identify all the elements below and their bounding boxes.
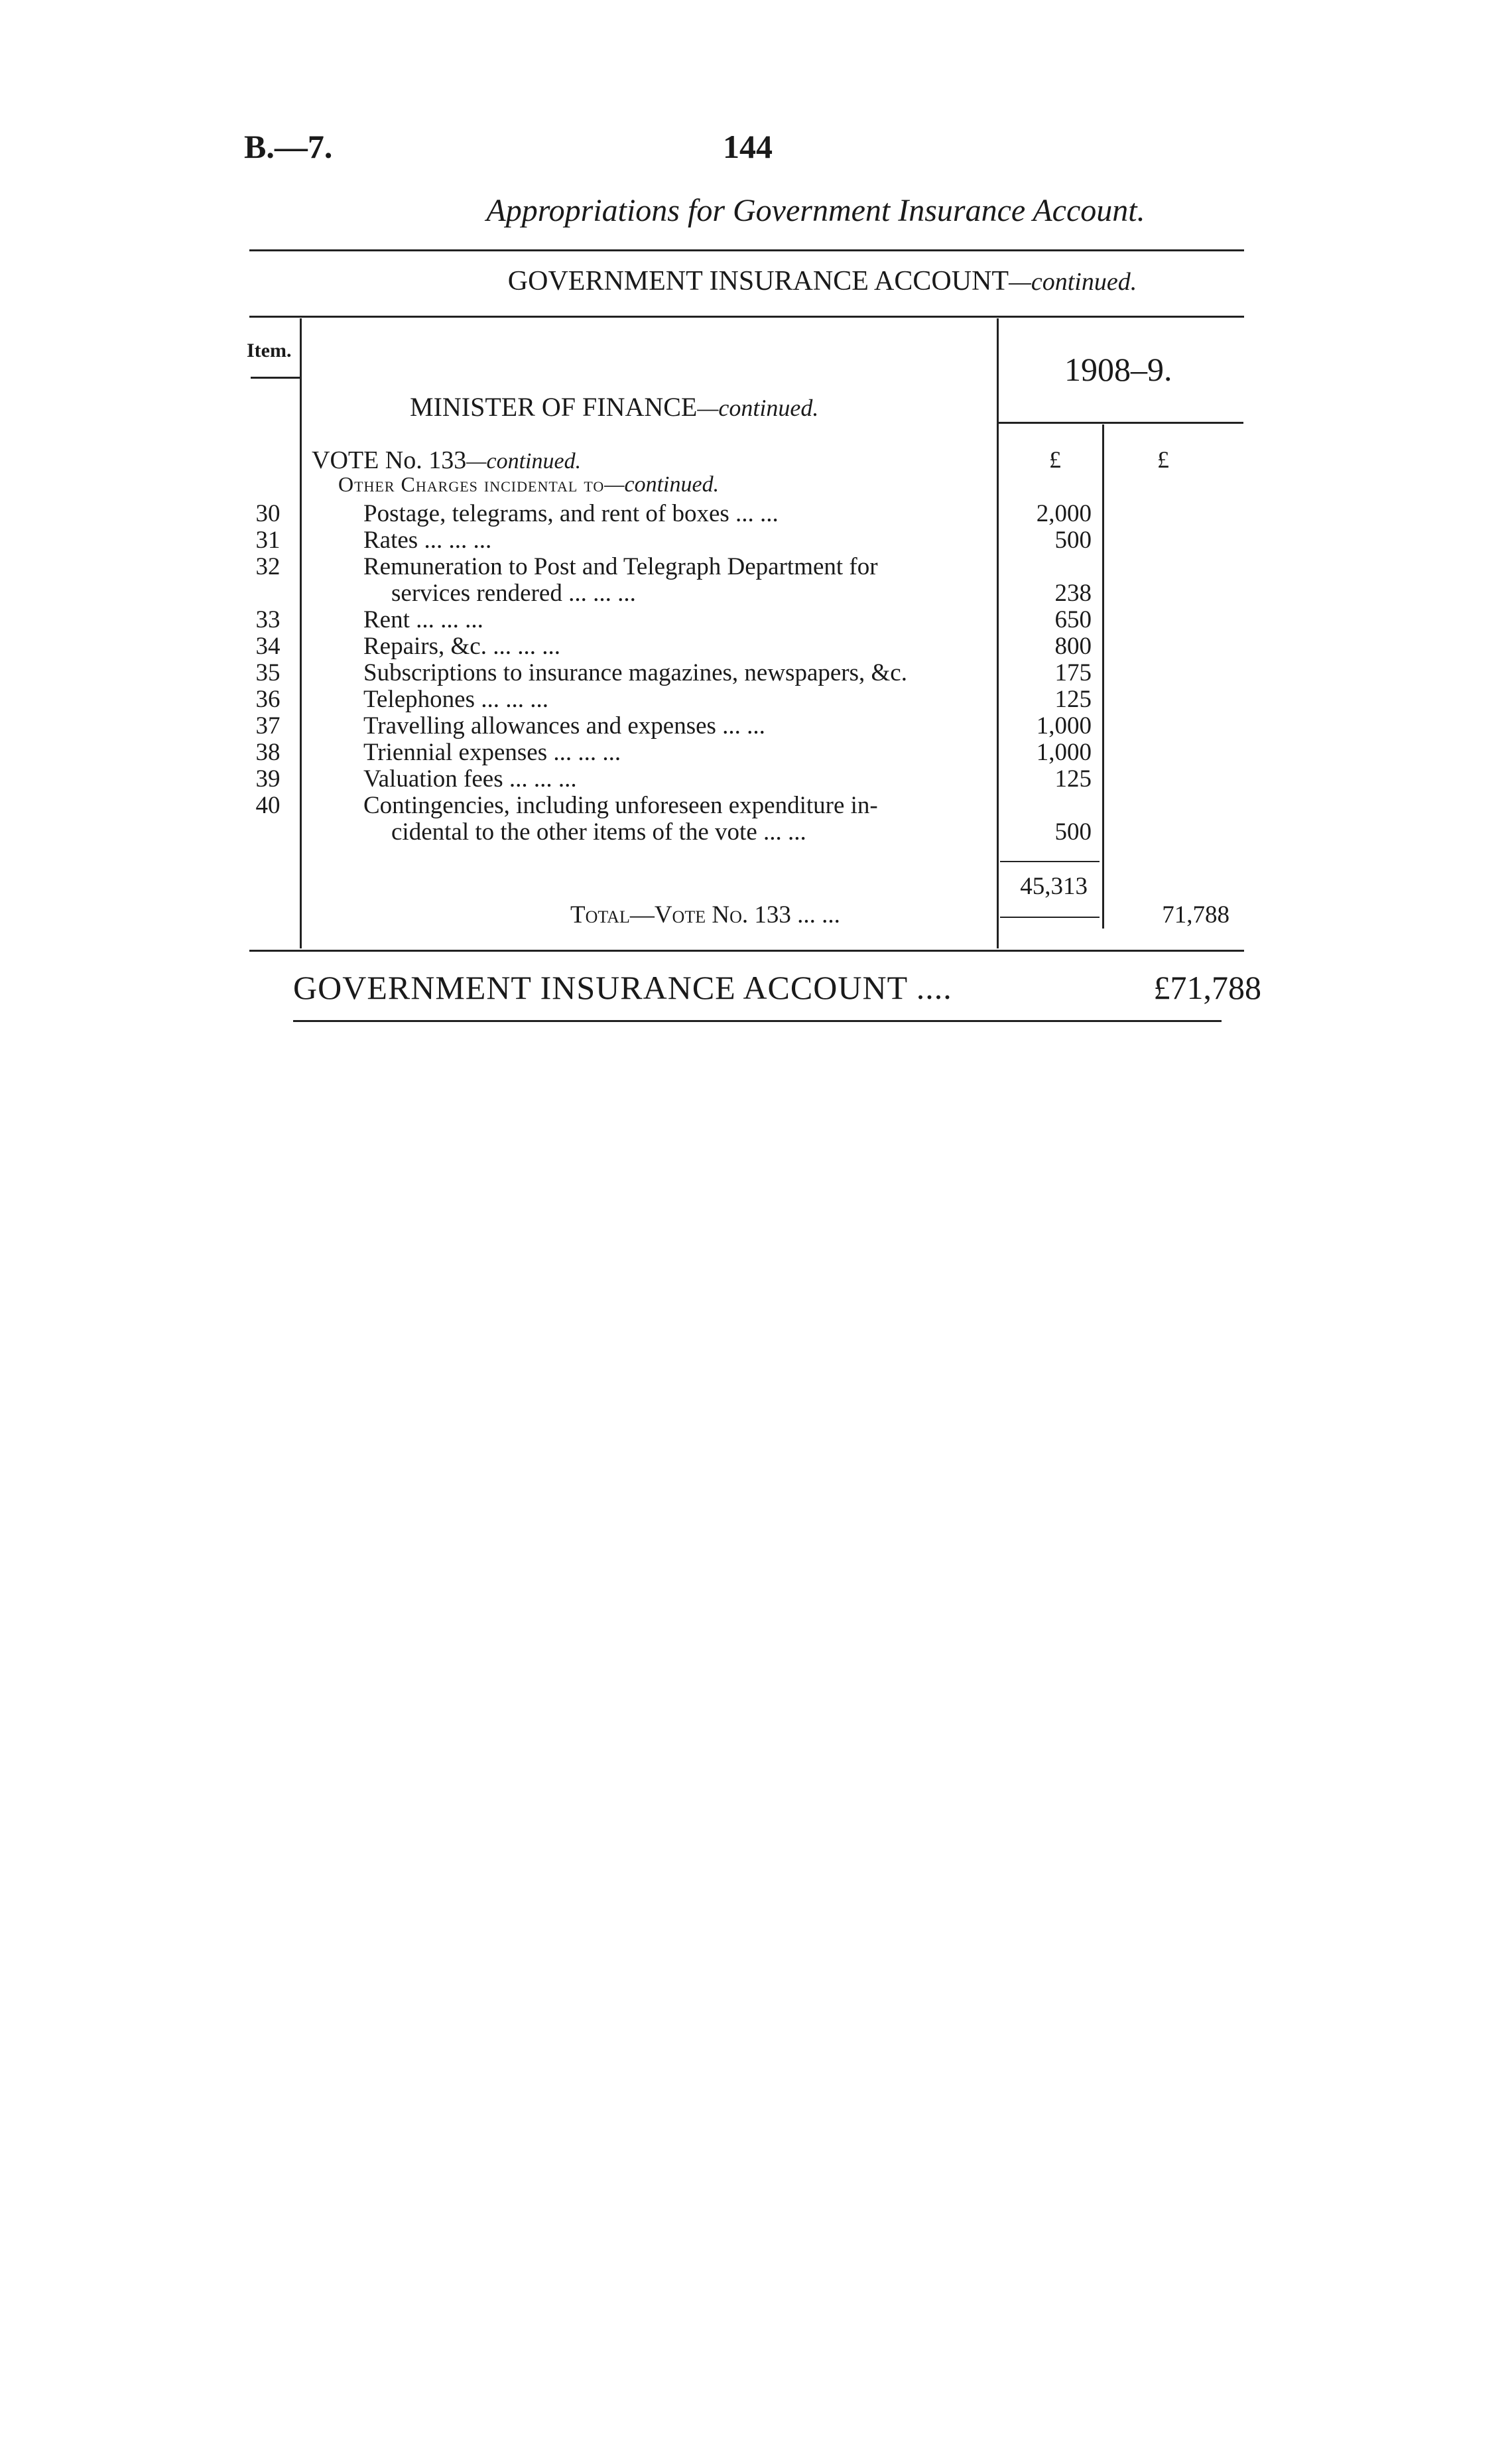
table-row [0,633,1512,660]
charges-name: Other Charges incidental to [338,472,605,496]
item-amount: 800 [1054,633,1092,660]
item-number: 37 [255,712,281,740]
ministry-name: MINISTER OF FINANCE [410,392,698,422]
item-description: Contingencies, including unforeseen expenditure in- [363,792,878,819]
item-amount: 650 [1054,606,1092,633]
item-amount: 1,000 [1036,739,1092,766]
table-row [0,580,1512,607]
item-description: Repairs, &c. ... ... ... [363,633,560,660]
currency-symbol-total: £ [1157,446,1169,473]
item-description: Rates ... ... ... [363,527,492,554]
item-description: Rent ... ... ... [363,606,483,633]
year-column-header: 1908–9. [1064,351,1172,388]
item-amount: 125 [1054,686,1092,713]
item-description: cidental to the other items of the vote ... ... [391,818,806,846]
item-description: Postage, telegrams, and rent of boxes ... ... [363,500,779,527]
charges-subheading [338,472,719,497]
rule-table-bottom [249,950,1244,952]
rule-table-top [249,316,1244,318]
vote-heading [312,446,581,475]
item-number: 32 [255,553,281,580]
table-row [0,501,1512,527]
vote-total-value: 71,788 [1162,901,1229,929]
item-amount: 238 [1054,580,1092,607]
item-amount: 1,000 [1036,712,1092,740]
item-description: Remuneration to Post and Telegraph Department for [363,553,878,580]
vote-total-label: Total—Vote No. 133 ... ... [570,901,840,929]
item-number: 31 [255,527,281,554]
ministry-heading [410,391,818,422]
account-total-label: GOVERNMENT INSURANCE ACCOUNT .... [293,969,952,1006]
item-description: Subscriptions to insurance magazines, newspapers, &c. [363,659,907,686]
charges-suffix: —continued. [604,472,720,497]
table-row [0,713,1512,740]
item-number: 35 [255,659,281,686]
table-row [0,554,1512,580]
table-row [0,686,1512,713]
table-row [0,793,1512,819]
item-amount: 500 [1054,818,1092,846]
rule-top [249,249,1244,251]
section-title-suffix: —continued. [1009,268,1137,296]
document-id: B.—7. [244,128,333,165]
table-row [0,607,1512,633]
table-row [0,660,1512,686]
rule-item-header [251,377,300,379]
item-description: Travelling allowances and expenses ... ... [363,712,765,740]
table-row [0,527,1512,554]
item-number: 34 [255,633,281,660]
item-amount: 175 [1054,659,1092,686]
item-description: Valuation fees ... ... ... [363,765,577,793]
item-number: 33 [255,606,281,633]
item-amount: 125 [1054,765,1092,793]
section-heading [0,265,1512,297]
currency-symbol-items: £ [1049,446,1061,473]
item-number: 38 [255,739,281,766]
item-number: 36 [255,686,281,713]
vote-name: VOTE No. 133 [312,446,467,474]
item-amount: 500 [1054,527,1092,554]
rule-subtotal-under [1000,917,1100,918]
rule-subtotal [1000,861,1100,862]
ministry-suffix: —continued. [697,395,819,421]
item-amount: 2,000 [1036,500,1092,527]
item-description: services rendered ... ... ... [391,580,636,607]
table-row [0,819,1512,846]
rule-footer [293,1020,1222,1022]
subtotal-value: 45,313 [1020,873,1088,900]
page-number: 144 [723,128,773,165]
table-row [0,766,1512,793]
section-title: GOVERNMENT INSURANCE ACCOUNT [507,266,1009,296]
rule-year-header [998,422,1243,424]
item-description: Triennial expenses ... ... ... [363,739,621,766]
page-title: Appropriations for Government Insurance Account. [486,193,1145,228]
item-column-header: Item. [247,340,292,361]
item-number: 30 [255,500,281,527]
item-description: Telephones ... ... ... [363,686,548,713]
table-row [0,740,1512,766]
account-total-value: £71,788 [1153,969,1261,1006]
vote-suffix: —continued. [466,449,582,474]
item-number: 39 [255,765,281,793]
item-number: 40 [255,792,281,819]
